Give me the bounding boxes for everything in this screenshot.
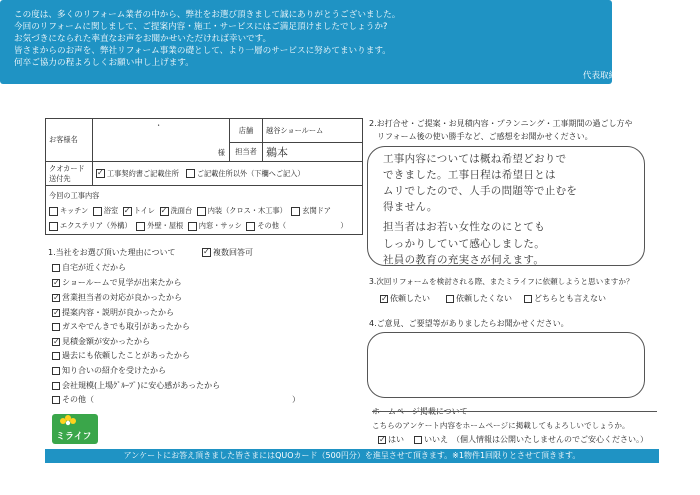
sama-label: 様 — [217, 148, 225, 157]
q1-option — [52, 336, 150, 347]
store-value: 越谷ショールーム — [266, 125, 324, 135]
work-row-1 — [49, 203, 359, 218]
q1-multi-label: 複数回答可 — [213, 248, 253, 257]
work-exterior-checkbox[interactable] — [49, 222, 58, 231]
card-destination-label: クオカード送付先 — [49, 163, 85, 183]
q3-option-yes — [380, 293, 430, 304]
mirai-life-logo — [52, 414, 98, 444]
greeting-line: 何卒ご協力の程よろしくお願い申し上げます。 — [14, 58, 194, 68]
q2-handwriting-line: 工事内容については概ね希望どおりで — [383, 153, 567, 165]
q1-option-checkbox[interactable] — [52, 382, 60, 390]
signature: 代表取締役 塚越 二喜男 — [582, 71, 686, 81]
q2-handwriting-line: しっかりしていて感心しました。 — [383, 238, 545, 250]
q1-option — [52, 350, 190, 361]
homepage-yes-label: はい — [388, 435, 404, 444]
q1-option-label: ガスやでんきでも取引があったから — [62, 322, 190, 331]
q1-option-label: 見積金額が安かったから — [62, 337, 150, 346]
homepage-body: こちらのアンケート内容をホームページに掲載してもよろしいでしょうか。 — [372, 421, 630, 430]
q1-option-checkbox[interactable] — [52, 367, 60, 375]
store-label: 店舗 — [238, 125, 254, 135]
work-sash-checkbox[interactable] — [188, 222, 197, 231]
q1-option-label: その他（ — [62, 395, 94, 404]
q3-option-neutral — [524, 293, 606, 304]
q1-option-label: 営業担当者の対応が良かったから — [62, 293, 182, 302]
greeting-line: この度は、多くのリフォーム業者の中から、弊社をお選び頂きまして誠にありがとうございました。 — [14, 10, 401, 20]
homepage-title: ホームページ掲載について — [372, 407, 468, 416]
work-content-label: 今回の工事内容 — [49, 191, 100, 200]
q1-option — [52, 307, 174, 318]
q3-yes-label: 依頼したい — [390, 294, 430, 303]
q1-other-close: ） — [292, 395, 300, 404]
work-other-label: その他（ — [257, 221, 287, 230]
customer-info-table — [45, 118, 363, 235]
card-opt2-label: ご記載住所以外（下欄へご記入） — [196, 168, 305, 178]
card-opt2-checkbox[interactable] — [186, 169, 195, 178]
work-door-checkbox[interactable] — [291, 207, 300, 216]
work-interior-checkbox[interactable] — [197, 207, 206, 216]
work-washbasin-label: 洗面台 — [170, 206, 193, 215]
work-row-2 — [49, 218, 359, 233]
homepage-yes-checkbox[interactable] — [378, 436, 386, 444]
homepage-note: （個人情報は公開いたしませんのでご安心ください。） — [452, 435, 648, 444]
q2-handwriting-line: 社員の教育の充実さが伺えます。 — [383, 254, 545, 266]
work-sash-label: 内窓・サッシ — [198, 221, 242, 230]
q1-multi — [202, 247, 253, 258]
q1-option — [52, 262, 126, 273]
card-opt1-label: 工事契約書ご記載住所 — [107, 168, 179, 178]
q3-title: 3.次回リフォームを検討される際、またミライフに依頼しようと思いますか？ — [369, 277, 634, 286]
q3-option-no — [446, 293, 512, 304]
work-bath-checkbox[interactable] — [93, 207, 102, 216]
q3-neutral-checkbox[interactable] — [524, 295, 532, 303]
q1-option — [52, 380, 220, 391]
work-washbasin-checkbox[interactable] — [160, 207, 169, 216]
greeting-line: お気づきになられた率直なお声をお聞かせいただければ幸いです。 — [14, 34, 272, 44]
footer-notice: アンケートにお答え頂きました皆さまにはQUOカード（500円分）を進呈させて頂きます。※1物件1回限りとさせて頂きます。 — [45, 449, 659, 463]
work-toilet-label: トイレ — [133, 206, 155, 215]
q3-no-label: 依頼したくない — [456, 294, 512, 303]
q2-title-line1: 2.お打合せ・ご提案・お見積内容・プランニング・工事期間の過ごし方や — [369, 119, 633, 128]
q3-neutral-label: どちらとも言えない — [534, 294, 606, 303]
q1-option-checkbox[interactable] — [52, 294, 60, 302]
q2-handwriting-line: ムリでしたので、人手の問題等で止むを — [383, 185, 578, 197]
q2-handwriting-line: 得ません。 — [383, 201, 438, 213]
q1-option-checkbox[interactable] — [52, 323, 60, 331]
customer-name-value: ・ — [155, 121, 163, 130]
work-other-close: ） — [340, 221, 348, 230]
q3-no-checkbox[interactable] — [446, 295, 454, 303]
homepage-no — [414, 434, 448, 445]
q1-multi-checkbox — [202, 248, 211, 257]
work-bath-label: 浴室 — [103, 206, 119, 215]
q1-option-checkbox[interactable] — [52, 309, 60, 317]
homepage-yes — [378, 434, 404, 445]
greeting-line: 皆さまからのお声を、弊社リフォーム事業の礎として、より一層のサービスに努めてまいります。 — [14, 46, 391, 56]
greeting-line: 今回のリフォームに関しまして、ご提案内容・施工・サービスにはご満足頂けましたでしょうか? — [14, 22, 388, 32]
work-other-checkbox[interactable] — [246, 222, 255, 231]
work-exterior-label: エクステリア（外構） — [60, 221, 132, 230]
q3-yes-checkbox[interactable] — [380, 295, 388, 303]
work-roof-label: 外壁・屋根 — [147, 221, 184, 230]
greeting-banner — [0, 0, 686, 84]
q1-option — [52, 394, 94, 405]
work-interior-label: 内装（クロス・木工事） — [207, 206, 287, 215]
q1-option-checkbox[interactable] — [52, 396, 60, 404]
customer-name-label: お客様名 — [49, 135, 78, 144]
staff-value: 鵜本 — [266, 146, 288, 159]
work-roof-checkbox[interactable] — [136, 222, 145, 231]
q1-option — [52, 321, 190, 332]
homepage-no-label: いいえ — [424, 435, 448, 444]
q4-comment-box[interactable] — [367, 332, 645, 398]
q2-handwriting-line: 担当者はお若い女性なのにとても — [383, 221, 545, 233]
q1-option-checkbox[interactable] — [52, 264, 60, 272]
q1-option-label: 自宅が近くだから — [62, 263, 126, 272]
homepage-divider — [372, 411, 657, 412]
work-kitchen-checkbox[interactable] — [49, 207, 58, 216]
q1-option-checkbox[interactable] — [52, 338, 60, 346]
logo-text: ミライフ — [56, 432, 92, 442]
q1-option-label: 知り合いの紹介を受けたから — [62, 366, 166, 375]
q1-option — [52, 365, 166, 376]
q1-option — [52, 277, 182, 288]
work-toilet-checkbox[interactable] — [123, 207, 132, 216]
q1-title: 1.当社をお選び頂いた理由について — [48, 248, 176, 257]
q1-option — [52, 292, 182, 303]
homepage-no-checkbox[interactable] — [414, 436, 422, 444]
q2-title-line2: リフォーム後の使い勝手など、ご感想をお聞かせください。 — [377, 132, 593, 141]
q1-option-checkbox[interactable] — [52, 279, 60, 287]
q1-option-label: 過去にも依頼したことがあったから — [62, 351, 190, 360]
q1-option-label: 会社規模(上場ｸﾞﾙｰﾌﾟ)に安心感があったから — [62, 381, 221, 390]
staff-label: 担当者 — [235, 147, 257, 156]
work-door-label: 玄関ドア — [302, 206, 331, 215]
card-opt1-checkbox[interactable] — [96, 169, 105, 178]
q4-title: 4.ご意見、ご要望等がありましたらお聞かせください。 — [369, 319, 569, 328]
q2-handwriting-line: できました。工事日程は希望日とは — [383, 169, 556, 181]
q1-option-checkbox[interactable] — [52, 352, 60, 360]
q1-option-label: 提案内容・説明が良かったから — [62, 308, 174, 317]
work-kitchen-label: キッチン — [60, 206, 89, 215]
q1-option-label: ショールームで見学が出来たから — [62, 278, 182, 287]
